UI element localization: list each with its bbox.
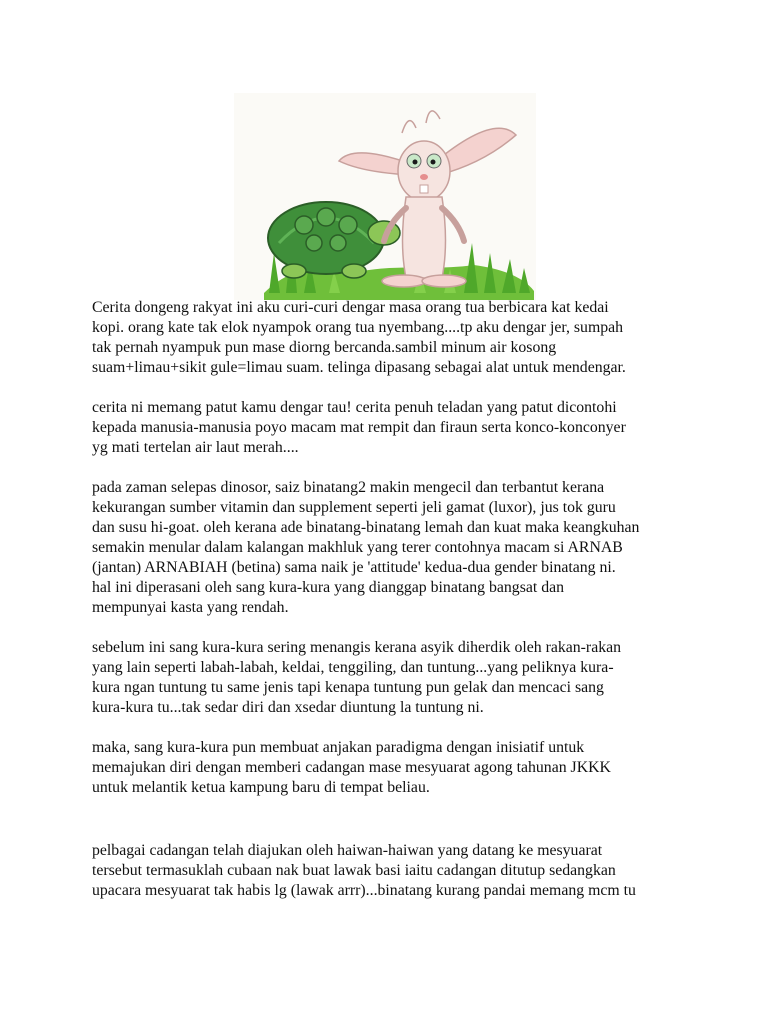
story-illustration <box>234 93 536 300</box>
text-line: kekurangan sumber vitamin dan supplement seperti jeli gamat (luxor), jus tok guru <box>92 499 616 516</box>
paragraph-3 <box>92 478 692 618</box>
text-line: pelbagai cadangan telah diajukan oleh haiwan-haiwan yang datang ke mesyuarat <box>92 842 603 859</box>
paragraph-4 <box>92 638 692 718</box>
text-line: (jantan) ARNABIAH (betina) sama naik je 'attitude' kedua-dua gender binatang ni. <box>92 559 616 576</box>
text-line: tersebut termasuklah cubaan nak buat lawak basi iaitu cadangan ditutup sedangkan <box>92 862 616 879</box>
text-line: tak pernah nyampuk pun mase diorng bercanda.sambil minum air kosong <box>92 339 557 356</box>
text-line: kura-kura tu...tak sedar diri dan xsedar diuntung la tuntung ni. <box>92 699 484 716</box>
text-line: semakin menular dalam kalangan makhluk yang terer contohnya macam si ARNAB <box>92 539 623 556</box>
text-line: Cerita dongeng rakyat ini aku curi-curi dengar masa orang tua berbicara kat kedai <box>92 299 609 316</box>
text-line: mempunyai kasta yang rendah. <box>92 599 289 616</box>
text-line: cerita ni memang patut kamu dengar tau! cerita penuh teladan yang patut dicontohi <box>92 399 617 416</box>
text-line: memajukan diri dengan memberi cadangan mase mesyuarat agong tahunan JKKK <box>92 759 611 776</box>
text-line: upacara mesyuarat tak habis lg (lawak arrr)...binatang kurang pandai memang mcm tu <box>92 882 636 899</box>
text-line: suam+limau+sikit gule=limau suam. telinga dipasang sebagai alat untuk mendengar. <box>92 359 626 376</box>
story-text <box>92 298 692 921</box>
text-line: maka, sang kura-kura pun membuat anjakan paradigma dengan inisiatif untuk <box>92 739 585 756</box>
paragraph-5 <box>92 738 692 798</box>
text-line: hal ini diperasani oleh sang kura-kura yang dianggap binatang bangsat dan <box>92 579 565 596</box>
text-line: kura ngan tuntung tu same jenis tapi kenapa tuntung pun gelak dan mencaci sang <box>92 679 604 696</box>
text-line: untuk melantik ketua kampung baru di tempat beliau. <box>92 779 430 796</box>
paragraph-6 <box>92 841 692 901</box>
text-line: yg mati tertelan air laut merah.... <box>92 439 299 456</box>
tortoise-icon <box>268 202 400 278</box>
paragraph-2 <box>92 398 692 458</box>
text-line: yang lain seperti labah-labah, keldai, tenggiling, dan tuntung...yang peliknya kura- <box>92 659 614 676</box>
paragraph-1 <box>92 298 692 378</box>
text-line: dan susu hi-goat. oleh kerana ade binatang-binatang lemah dan kuat maka keangkuhan <box>92 519 640 536</box>
text-line: pada zaman selepas dinosor, saiz binatang2 makin mengecil dan terbantut kerana <box>92 479 605 496</box>
text-line: kepada manusia-manusia poyo macam mat rempit dan firaun serta konco-konconyer <box>92 419 626 436</box>
text-line: kopi. orang kate tak elok nyampok orang tua nyembang....tp aku dengar jer, sumpah <box>92 319 624 336</box>
text-line: sebelum ini sang kura-kura sering menangis kerana asyik diherdik oleh rakan-rakan <box>92 639 622 656</box>
